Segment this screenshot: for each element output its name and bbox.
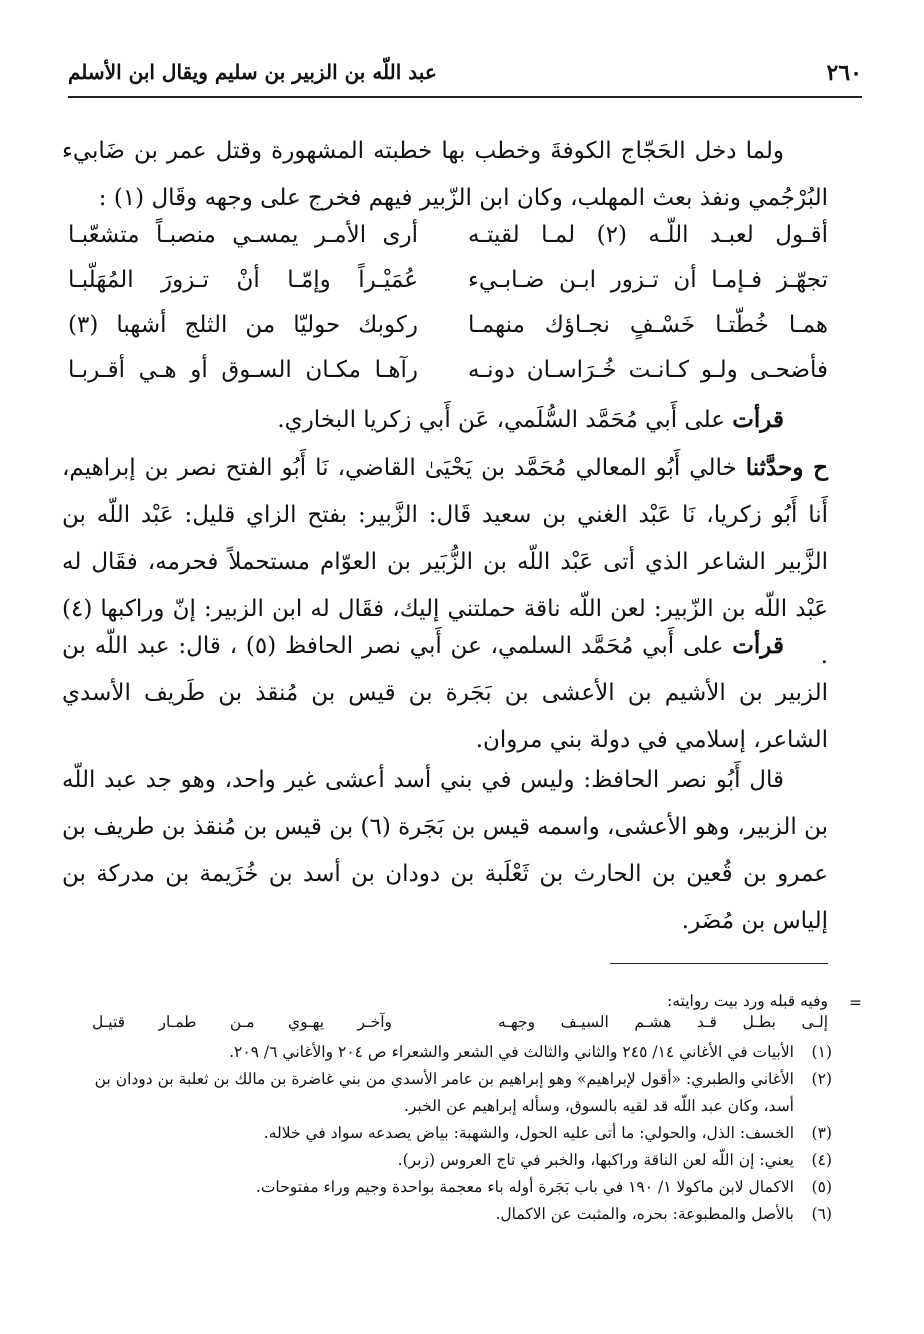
isnad-paragraph-1 xyxy=(62,396,828,444)
footnote-number: (٣) xyxy=(811,1124,832,1142)
verse-first-hemistich: تجهّـز فـإمـا أن تـزور ابـن ضـابـيء xyxy=(468,267,828,293)
footnotes xyxy=(62,990,862,1228)
footnote-text: بالأصل والمطبوعة: بحره، والمثبت عن الاكمال. xyxy=(495,1205,794,1223)
footnote-number: (٥) xyxy=(811,1178,832,1196)
footnote-text: يعني: إن اللّه لعن الناقة وراكبها، والخبر في تاج العروس (زبر). xyxy=(397,1151,794,1169)
isnad-keyword: قرأت xyxy=(732,632,784,659)
verse-second-hemistich: أرى الأمـر يمسـي منصبـاً متشعّبـا xyxy=(68,222,418,248)
footnote xyxy=(62,1174,832,1201)
footnote-text: الاكمال لابن ماكولا ١/ ١٩٠ في باب بَجَرة أوله باء معجمة بواحدة وجيم وراء مفتوحات. xyxy=(255,1178,794,1196)
continuation-text: وفيه قبله ورد بيت روايته: xyxy=(666,992,828,1010)
isnad-text: على أَبي مُحَمَّد السلمي، عن أَبي نصر الحافظ (٥) ، قال: عبد اللّه بن الزبير بن الأشيم بن الأعشى بن بَجَرة بن قيس بن مُنقذ بن طَريف الأسدي الشاعر، إسلامي في دولة بني مروان. xyxy=(62,633,828,753)
genealogy-paragraph: قال أَبُو نصر الحافظ: وليس في بني أسد أعشى غير واحد، وهو جد عبد اللّه بن الزبير، وهو الأعشى، واسمه قيس بن بَجَرة (٦) بن قيس بن مُنقذ بن طريف بن عمرو بن قُعين بن الحارث بن ثَعْلَبة بن دودان بن أسد بن خُزَيمة بن مدركة بن إلياس بن مُضَر. xyxy=(62,767,828,934)
poem-verse xyxy=(62,267,828,312)
running-title: عبد اللّه بن الزبير بن سليم ويقال ابن الأسلم xyxy=(68,60,437,84)
footnote xyxy=(62,1147,832,1174)
intro-paragraph: ولما دخل الحَجّاج الكوفةَ وخطب بها خطبته المشهورة وقتل عمر بن ضَابيء البُرْجُمي ونفذ بعث المهلب، وكان ابن الزّبير فيهم فخرج على وجهه وقَال (١) : xyxy=(62,138,828,211)
isnad-text: على أَبي مُحَمَّد السُّلَمي، عَن أَبي زكريا البخاري. xyxy=(277,407,733,433)
footnote xyxy=(62,1039,832,1066)
footnote-verse xyxy=(62,1013,828,1039)
footnote-continuation xyxy=(62,990,862,1013)
verse-first-hemistich: فأضحـى ولـو كـانـت خُـرَاسـان دونـه xyxy=(468,357,828,383)
page-number: ٢٦٠ xyxy=(826,60,862,86)
footnote-number: (٢) xyxy=(811,1070,832,1088)
verse-second-hemistich: عُمَيْـراً وإمّـا أنْ تـزورَ المُهَلّبـا xyxy=(68,267,418,293)
footnote-rule xyxy=(610,963,828,964)
footnote-text: الأغاني والطبري: «أقول لإبراهيم» وهو إبراهيم بن عامر الأسدي من بني غاضرة بن مالك بن ثعلبة بن دودان بن أسد، وكان عبد اللّه قد لقيه بالسوق، وسأله إبراهيم عن الخبر. xyxy=(94,1070,794,1115)
poem-verse xyxy=(62,312,828,357)
footnote xyxy=(62,1120,832,1147)
poem xyxy=(62,222,828,402)
isnad-paragraph-3 xyxy=(62,622,828,764)
footnote-number: (٦) xyxy=(811,1205,832,1223)
verse-first-hemistich: همـا خُطّتـا خَسْـفٍ نجـاؤك منهمـا xyxy=(468,312,828,338)
verse-first-hemistich: إلـى بطـل قـد هشـم السيـف وجهـه xyxy=(498,1013,828,1031)
isnad-keyword: ح وحدَّثنا xyxy=(745,454,828,481)
verse-second-hemistich: ركوبك حوليّا من الثلج أشهبا (٣) xyxy=(68,312,418,338)
isnad-text: خالي أَبُو المعالي مُحَمَّد بن يَحْيَىٰ القاضي، نَا أَبُو الفتح نصر بن إبراهيم، أَنا أَبُو زكريا، نَا عَبْد الغني بن سعيد قَال: الزَّبير: بفتح الزاي قليل: عَبْد اللّه بن الزَّبير الشاعر الذي أتى عَبْد اللّه بن الزُّبَير بن العوّام مستحملاً فحرمه، فقَال له عَبْد اللّه بن الزّبير: لعن اللّه ناقة حملتني إليك، فقَال له ابن الزبير: إنّ وراكبها (٤) . xyxy=(62,455,828,669)
footnote xyxy=(62,1201,832,1228)
footnote-text: الخسف: الذل، والحولي: ما أتى عليه الحول، والشهبة: بياض يصدعه سواد في خلاله. xyxy=(263,1124,794,1142)
footnote-text: الأبيات في الأغاني ١٤/ ٢٤٥ والثاني والثالث في الشعر والشعراء ص ٢٠٤ والأغاني ٦/ ٢٠٩. xyxy=(229,1043,794,1061)
verse-second-hemistich: وآخـر يهـوي مـن طمـار قتيـل xyxy=(92,1013,392,1031)
footnote-number: (١) xyxy=(811,1043,832,1061)
continuation-mark: = xyxy=(849,994,862,1012)
header-rule xyxy=(68,96,862,98)
verse-second-hemistich: رآهـا مكـان السـوق أو هـي أقـربـا xyxy=(68,357,418,383)
poem-verse xyxy=(62,222,828,267)
running-header xyxy=(68,60,862,100)
verse-first-hemistich: أقـول لعبـد اللّـه (٢) لمـا لقيتـه xyxy=(468,222,828,248)
isnad-keyword: قرأت xyxy=(732,406,784,433)
footnote xyxy=(62,1066,832,1120)
footnote-number: (٤) xyxy=(811,1151,832,1169)
